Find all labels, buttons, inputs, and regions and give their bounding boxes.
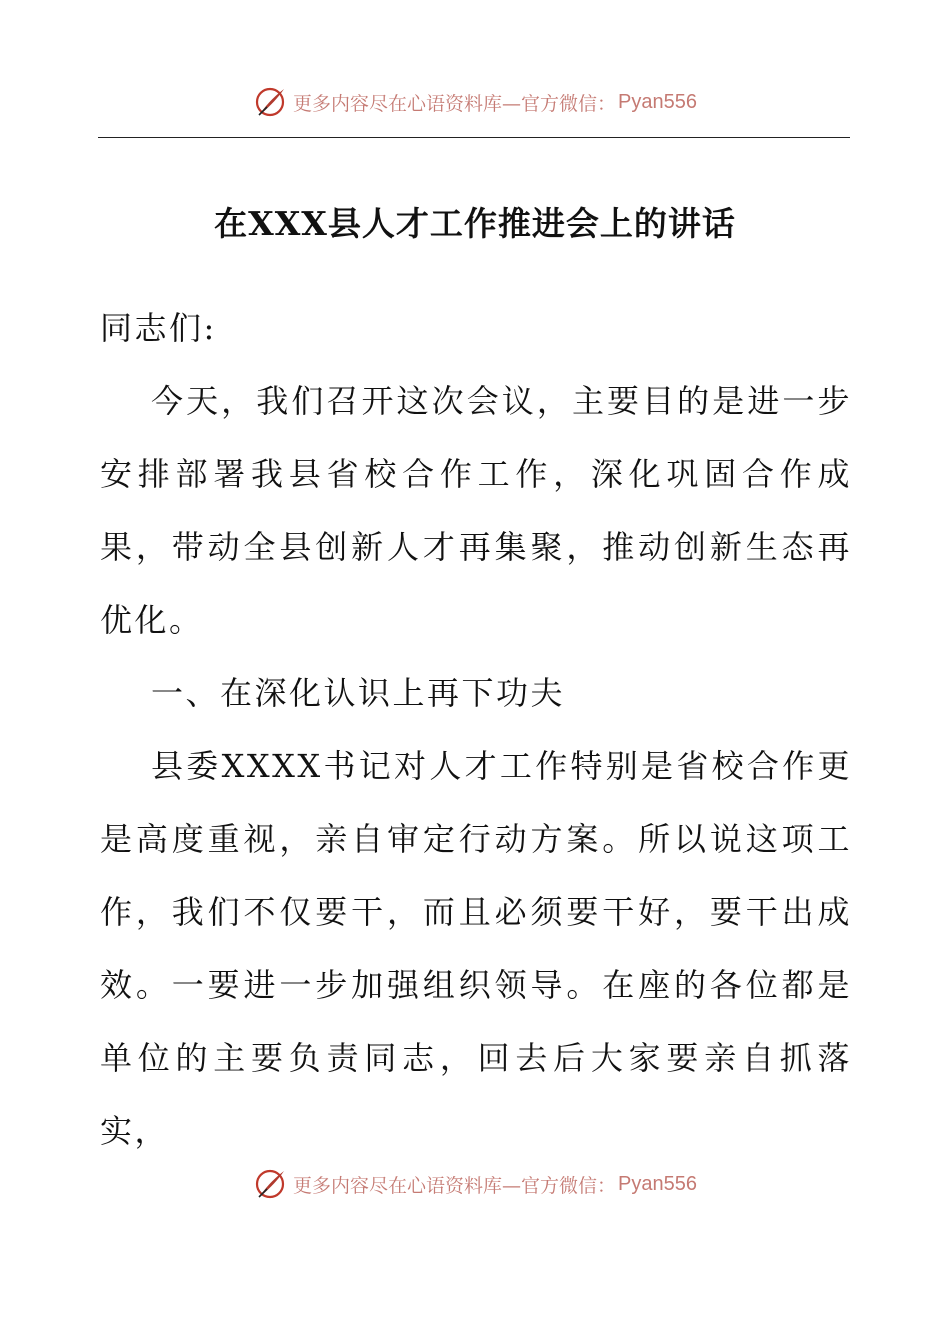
header-divider: [98, 137, 850, 138]
header-watermark: [0, 82, 950, 122]
watermark-text: 更多内容尽在心语资料库—官方微信：: [293, 1174, 617, 1197]
footer-watermark: [0, 1164, 950, 1204]
quill-logo-icon: [253, 1167, 287, 1201]
salutation: 同志们:: [100, 309, 217, 347]
watermark-wechat-id: Pyan556: [618, 90, 697, 113]
watermark-text: 更多内容尽在心语资料库—官方微信：: [293, 92, 617, 115]
document-title: 在XXX县人才工作推进会上的讲话: [214, 204, 736, 243]
quill-logo-icon: [253, 85, 287, 119]
section-heading: 一、在深化认识上再下功夫: [151, 674, 566, 712]
watermark-wechat-id: Pyan556: [618, 1172, 697, 1195]
paragraph-intro: 今天，我们召开这次会议，主要目的是进一步安排部署我县省校合作工作，深化巩固合作成果，带动全县创新人才再集聚，推动创新生态再优化。: [100, 382, 852, 639]
document-body: [100, 292, 852, 1168]
paragraph-section-one: 县委XXXX书记对人才工作特别是省校合作更是高度重视，亲自审定行动方案。所以说这项工作，我们不仅要干，而且必须要干好，要干出成效。一要进一步加强组织领导。在座的各位都是单位的主要负责同志，回去后大家要亲自抓落实，: [100, 747, 852, 1150]
